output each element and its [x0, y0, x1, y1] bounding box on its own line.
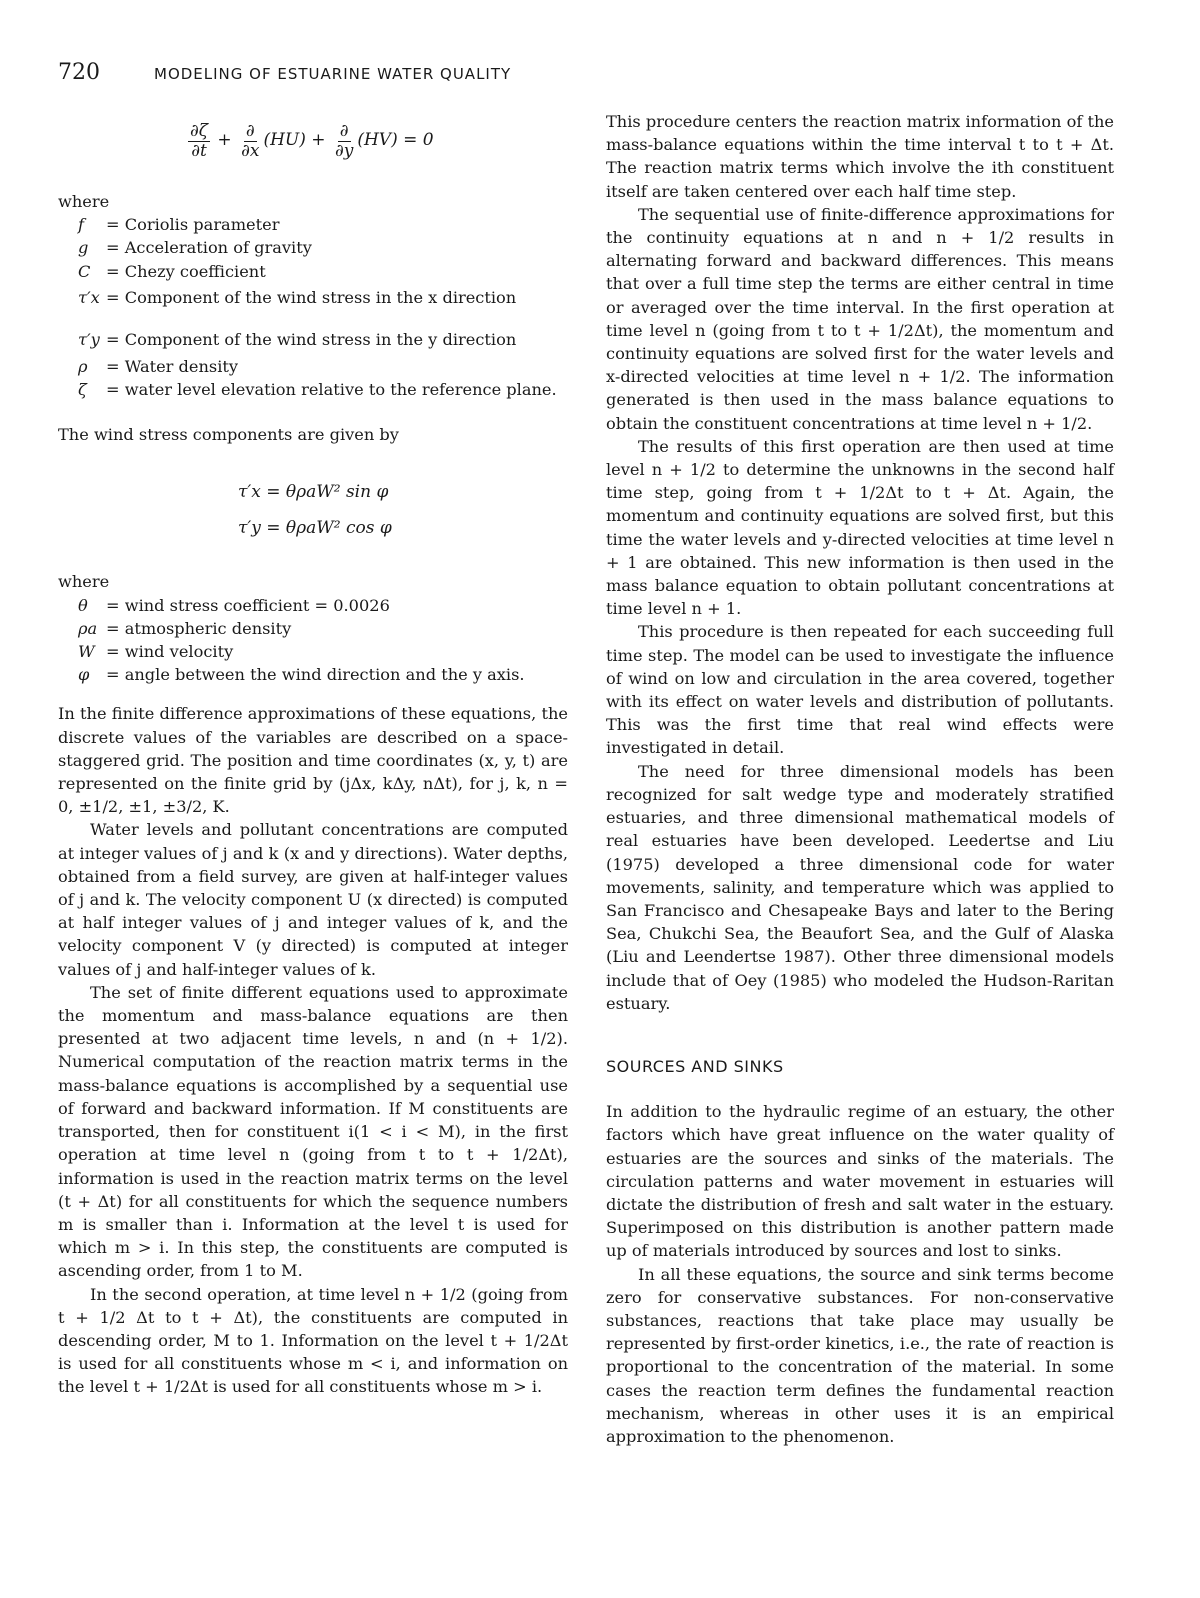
section-title: SOURCES AND SINKS: [606, 1056, 784, 1076]
paragraph: In addition to the hydraulic regime of an estuary, the other factors which have great influence on the water quality of estuaries are the sources and sinks of the materials. The circulation patterns and water movement in estuaries will dictate the distribution of fresh and salt water in the estuary. Superimposed on this distribution is another pattern made up of materials introduced by sources and lost to sinks.: [606, 1102, 1114, 1261]
equation-tau-x: τ′x = θρaW² sin φ: [238, 482, 389, 503]
definition-row: W = wind velocity: [78, 642, 234, 662]
definition-list-1: [66, 213, 568, 401]
definition-row: ρ = Water density: [78, 356, 239, 376]
where-label-2: where: [58, 572, 110, 592]
definition-row: τ′y = Component of the wind stress in the y direction: [78, 329, 517, 349]
definition-row: ρa = atmospheric density: [78, 618, 292, 638]
paragraph: The results of this first operation are then used at time level n + 1/2 to determine the unknowns in the second half time step, going from t + 1/2Δt to t + Δt. Again, the momentum and continuity equations are solved first, but this time the water levels and y-directed velocities at time level n + 1 are obtained. This new information is then used in the mass balance equation to obtain pollutant concentrations at time level n + 1.: [606, 436, 1114, 619]
page-number: 720: [58, 60, 100, 85]
left-column: [58, 110, 568, 1399]
definition-row: φ = angle between the wind direction and the y axis.: [78, 665, 525, 685]
where-label-1: where: [58, 192, 110, 211]
paragraph: In all these equations, the source and sink terms become zero for conservative substances. For non-conservative substances, reactions that take place may usually be represented by first-order kinetics, i.e., the rate of reaction is proportional to the concentration of the material. In some cases the reaction term defines the fundamental reaction mechanism, whereas in other uses it is an empirical approximation to the phenomenon.: [606, 1264, 1114, 1446]
right-column: [606, 110, 1114, 1448]
equation-tau-y: τ′y = θρaW² cos φ: [238, 518, 392, 539]
paragraph: The sequential use of finite-difference approximations for the continuity equations at n and n + 1/2 results in alternating forward and backward differences. This means that over a full time step the terms are either central in time or averaged over the time interval. In the first operation at time level n (going from t to t + 1/2Δt), the momentum and continuity equations are solved first for the water levels and x-directed velocities at time level n + 1/2. The information generated is then used in the mass balance equations to obtain the constituent concentrations at time level n + 1/2.: [606, 204, 1114, 433]
paragraph: In the finite difference approximations of these equations, the discrete values of the variables are described on a space-staggered grid. The position and time coordinates (x, y, t) are represented on the finite grid by (jΔx, kΔy, nΔt), for j, k, n = 0, ±1/2, ±1, ±3/2, K.: [58, 704, 568, 817]
continuity-equation: $\frac{\partial\zeta}{\partial t}$ + $\frac{\partial}{\partial x}$ (HU) + $\frac{\partial}{\partial y}$ (HV) = 0: [190, 120, 434, 161]
paragraph: In the second operation, at time level n + 1/2 (going from t + 1/2 Δt to t + Δt), the constituents are computed in descending order, M to 1. Information on the level t + 1/2Δt is used for all constituents whose m < i, and information on the level t + 1/2Δt is used for all constituents whose m > i.: [58, 1284, 568, 1397]
paragraph: The need for three dimensional models has been recognized for salt wedge type and moderately stratified estuaries, and three dimensional mathematical models of real estuaries have been developed. Leedertse and Liu (1975) developed a three dimensional code for water movements, salinity, and temperature which was applied to San Francisco and Chesapeake Bays and later to the Bering Sea, Chukchi Sea, the Beaufort Sea, and the Gulf of Alaska (Liu and Leendertse 1987). Other three dimensional models include that of Oey (1985) who modeled the Hudson-Raritan estuary.: [606, 761, 1114, 1013]
paragraph: This procedure centers the reaction matrix information of the mass-balance equations within the time interval t to t + Δt. The reaction matrix terms which involve the ith constituent itself are taken centered over each half time step.: [606, 112, 1114, 201]
definition-row: ζ = water level elevation relative to the reference plane.: [78, 380, 557, 400]
wind-intro: The wind stress components are given by: [58, 425, 399, 445]
page-header: [58, 60, 1138, 88]
definition-row: τ′x = Component of the wind stress in the x direction: [78, 287, 517, 307]
paragraph: Water levels and pollutant concentrations are computed at integer values of j and k (x and y directions). Water depths, obtained from a field survey, are given at half-integer values of j and k. The velocity component U (x directed) is computed at half integer values of j and integer values of k, and the velocity component V (y directed) is computed at integer values of j and half-integer values of k.: [58, 820, 568, 979]
running-title: MODELING OF ESTUARINE WATER QUALITY: [154, 65, 512, 83]
paragraph: This procedure is then repeated for each succeeding full time step. The model can be used to investigate the influence of wind on low and circulation in the area covered, together with its effect on water levels and distribution of pollutants. This was the first time that real wind effects were investigated in detail.: [606, 622, 1114, 758]
definition-row: C = Chezy coefficient: [78, 261, 266, 281]
wind-stress-equations: [238, 474, 568, 554]
definition-row: g = Acceleration of gravity: [78, 238, 312, 258]
definition-list-2: [66, 594, 568, 687]
paragraph: The set of finite different equations used to approximate the momentum and mass-balance equations are then presented at two adjacent time levels, n and (n + 1/2). Numerical computation of the reaction matrix terms in the mass-balance equations is accomplished by a sequential use of forward and backward information. If M constituents are transported, then for constituent i(1 < i < M), in the first operation at time level n (going from t to t + 1/2Δt), information is used in the reaction matrix terms on the level (t + Δt) for all constituents for which the sequence numbers m is smaller than i. Information at the level t is used for which m > i. In this step, the constituents are computed is ascending order, from 1 to M.: [58, 982, 568, 1281]
definition-row: f = Coriolis parameter: [78, 215, 280, 235]
definition-row: θ = wind stress coefficient = 0.0026: [78, 595, 390, 615]
